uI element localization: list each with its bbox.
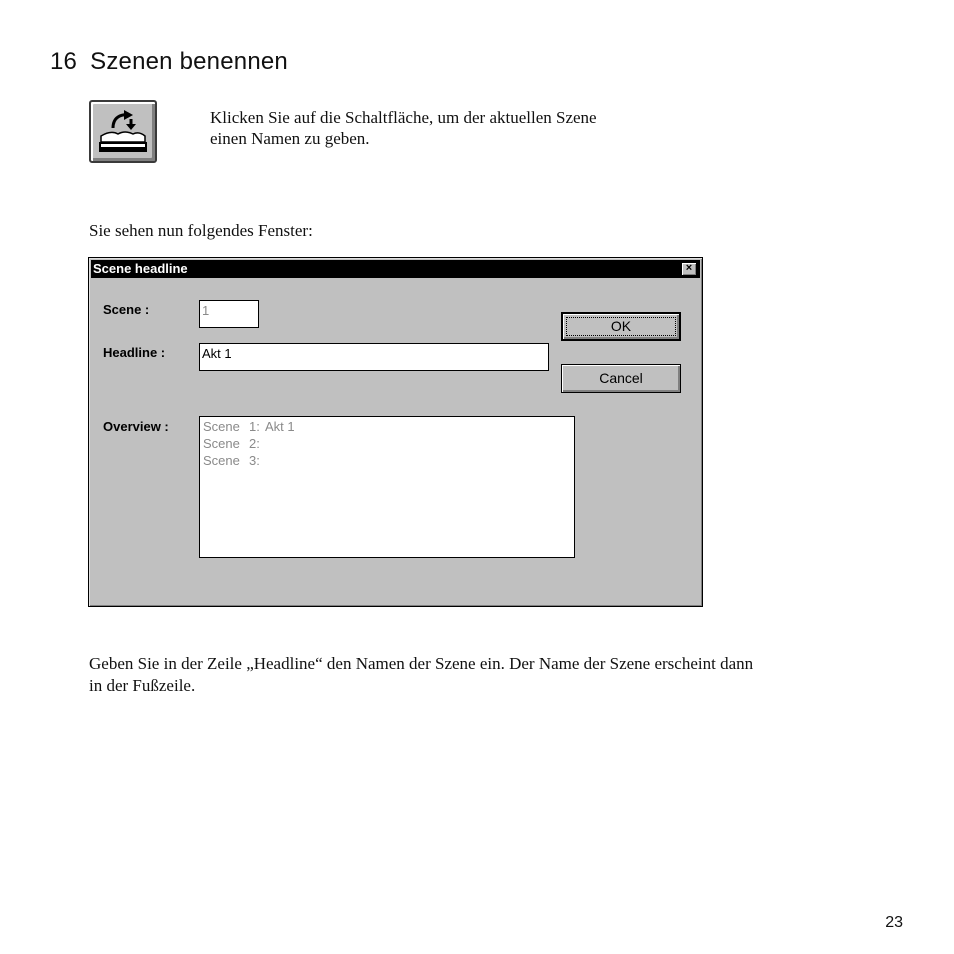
list-item[interactable] (203, 452, 574, 469)
scene-number-field: 1 (199, 300, 259, 328)
outro-paragraph (89, 653, 919, 697)
section-title: Szenen benennen (90, 48, 288, 75)
intro-paragraph (210, 107, 730, 149)
scene-word: Scene (203, 453, 240, 468)
outro-line: in der Fußzeile. (89, 676, 196, 695)
close-icon: × (685, 262, 693, 274)
scene-headline: Akt 1 (265, 419, 295, 434)
list-item[interactable] (203, 435, 574, 452)
headline-label: Headline : (103, 345, 166, 360)
dialog-titlebar[interactable] (91, 260, 700, 278)
scene-index: 3: (249, 453, 260, 468)
outro-line: Geben Sie in der Zeile „Headline“ den Namen der Szene ein. Der Name der Szene erscheint dann (89, 654, 754, 673)
scene-label: Scene : (103, 302, 150, 317)
cancel-button[interactable] (561, 364, 681, 393)
scene-headline-dialog (88, 257, 703, 607)
headline-input[interactable]: Akt 1 (199, 343, 549, 371)
scene-name-icon-glyph (91, 102, 155, 161)
lead-paragraph: Sie sehen nun folgendes Fenster: (89, 221, 313, 240)
ok-focus-rect (566, 317, 676, 336)
scene-word: Scene (203, 436, 240, 451)
close-button[interactable] (681, 262, 697, 276)
intro-line: Klicken Sie auf die Schaltfläche, um der aktuellen Szene (210, 108, 597, 127)
intro-line: einen Namen zu geben. (210, 129, 370, 148)
cancel-button-label: Cancel (599, 370, 643, 386)
scene-index: 1: (249, 419, 260, 434)
scene-index: 2: (249, 436, 260, 451)
dialog-title: Scene headline (93, 261, 188, 276)
page-number: 23 (885, 914, 903, 931)
scene-name-icon (89, 100, 157, 163)
scene-word: Scene (203, 419, 240, 434)
section-number: 16 (50, 48, 78, 75)
overview-label: Overview : (103, 419, 169, 434)
overview-list[interactable] (199, 416, 575, 558)
ok-button[interactable] (561, 312, 681, 341)
section-heading (50, 48, 288, 76)
ok-button-label: OK (610, 318, 632, 334)
list-item[interactable] (203, 418, 574, 435)
